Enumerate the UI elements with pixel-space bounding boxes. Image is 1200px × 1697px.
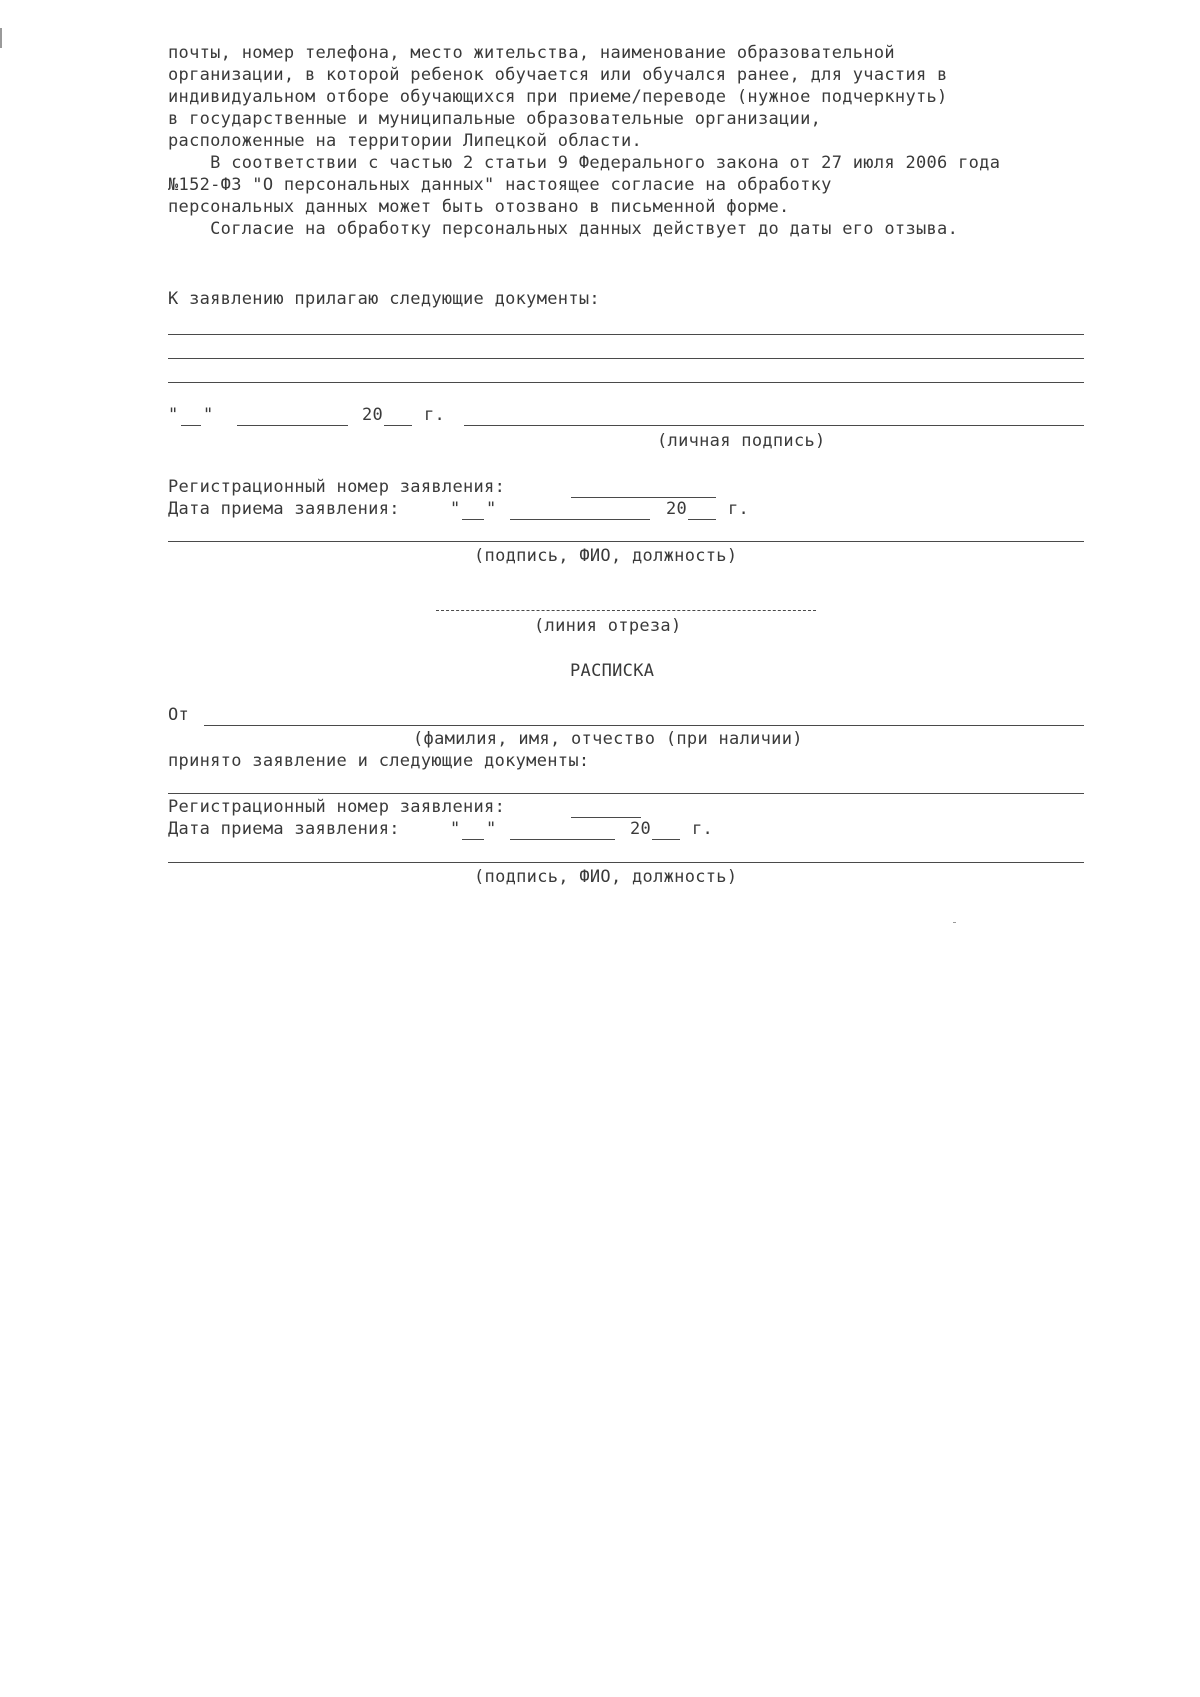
attachments-line[interactable] [168,334,1084,335]
attachments-line[interactable] [168,358,1084,359]
consent-line: почты, номер телефона, место жительства, наименование образовательной [168,43,895,63]
scan-edge-mark [0,28,2,48]
registration-number-label: Регистрационный номер заявления: [168,477,506,497]
consent-line: Согласие на обработку персональных данных действует до даты его отзыва. [168,219,959,239]
quote-close: " [486,819,497,839]
consent-line: В соответствии с частью 2 статьи 9 Федерального закона от 27 июля 2006 года [168,153,1001,173]
receipt-official-signature-caption: (подпись, ФИО, должность) [474,867,738,887]
year-prefix: 20 [362,405,384,425]
year-prefix: 20 [666,499,688,519]
year-suffix: г. [424,405,446,425]
quote-close: " [203,405,214,425]
receipt-from-field[interactable] [204,725,1084,726]
quote-open: " [450,499,461,519]
year-suffix: г. [692,819,714,839]
official-signature-line[interactable] [168,541,1084,542]
month-field[interactable] [510,839,615,840]
official-signature-caption: (подпись, ФИО, должность) [474,546,738,566]
day-field[interactable] [462,839,484,840]
year-field[interactable] [688,519,716,520]
year-field[interactable] [652,839,680,840]
consent-line: индивидуальном отборе обучающихся при приеме/переводе (нужное подчеркнуть) [168,87,948,107]
day-field[interactable] [462,519,484,520]
day-field[interactable] [181,425,201,426]
receipt-registration-number-label: Регистрационный номер заявления: [168,797,506,817]
receipt-from-label: От [168,705,190,725]
receipt-documents-line[interactable] [168,793,1084,794]
receipt-date-label: Дата приема заявления: [168,819,400,839]
receipt-accepted-text: принято заявление и следующие документы: [168,751,590,771]
consent-line: организации, в которой ребенок обучается или обучался ранее, для участия в [168,65,948,85]
consent-line: расположенные на территории Липецкой области. [168,131,643,151]
consent-line: №152-ФЗ "О персональных данных" настоящее согласие на обработку [168,175,832,195]
quote-open: " [168,405,179,425]
receipt-title: РАСПИСКА [570,661,655,681]
personal-signature-line[interactable] [464,425,1084,426]
receipt-from-caption: (фамилия, имя, отчество (при наличии) [413,729,803,749]
registration-date-label: Дата приема заявления: [168,499,400,519]
personal-signature-caption: (личная подпись) [657,431,826,451]
month-field[interactable] [510,519,650,520]
scan-speck [953,922,956,923]
cut-line [436,610,816,611]
quote-open: " [450,819,461,839]
consent-line: персональных данных может быть отозвано в письменной форме. [168,197,790,217]
year-prefix: 20 [630,819,652,839]
registration-number-field[interactable] [571,497,716,498]
consent-line: в государственные и муниципальные образовательные организации, [168,109,822,129]
attachments-label: К заявлению прилагаю следующие документы: [168,289,600,309]
cut-line-caption: (линия отреза) [534,616,682,636]
attachments-line[interactable] [168,382,1084,383]
month-field[interactable] [237,425,348,426]
year-suffix: г. [728,499,750,519]
year-field[interactable] [384,425,412,426]
quote-close: " [486,499,497,519]
receipt-official-signature-line[interactable] [168,862,1084,863]
